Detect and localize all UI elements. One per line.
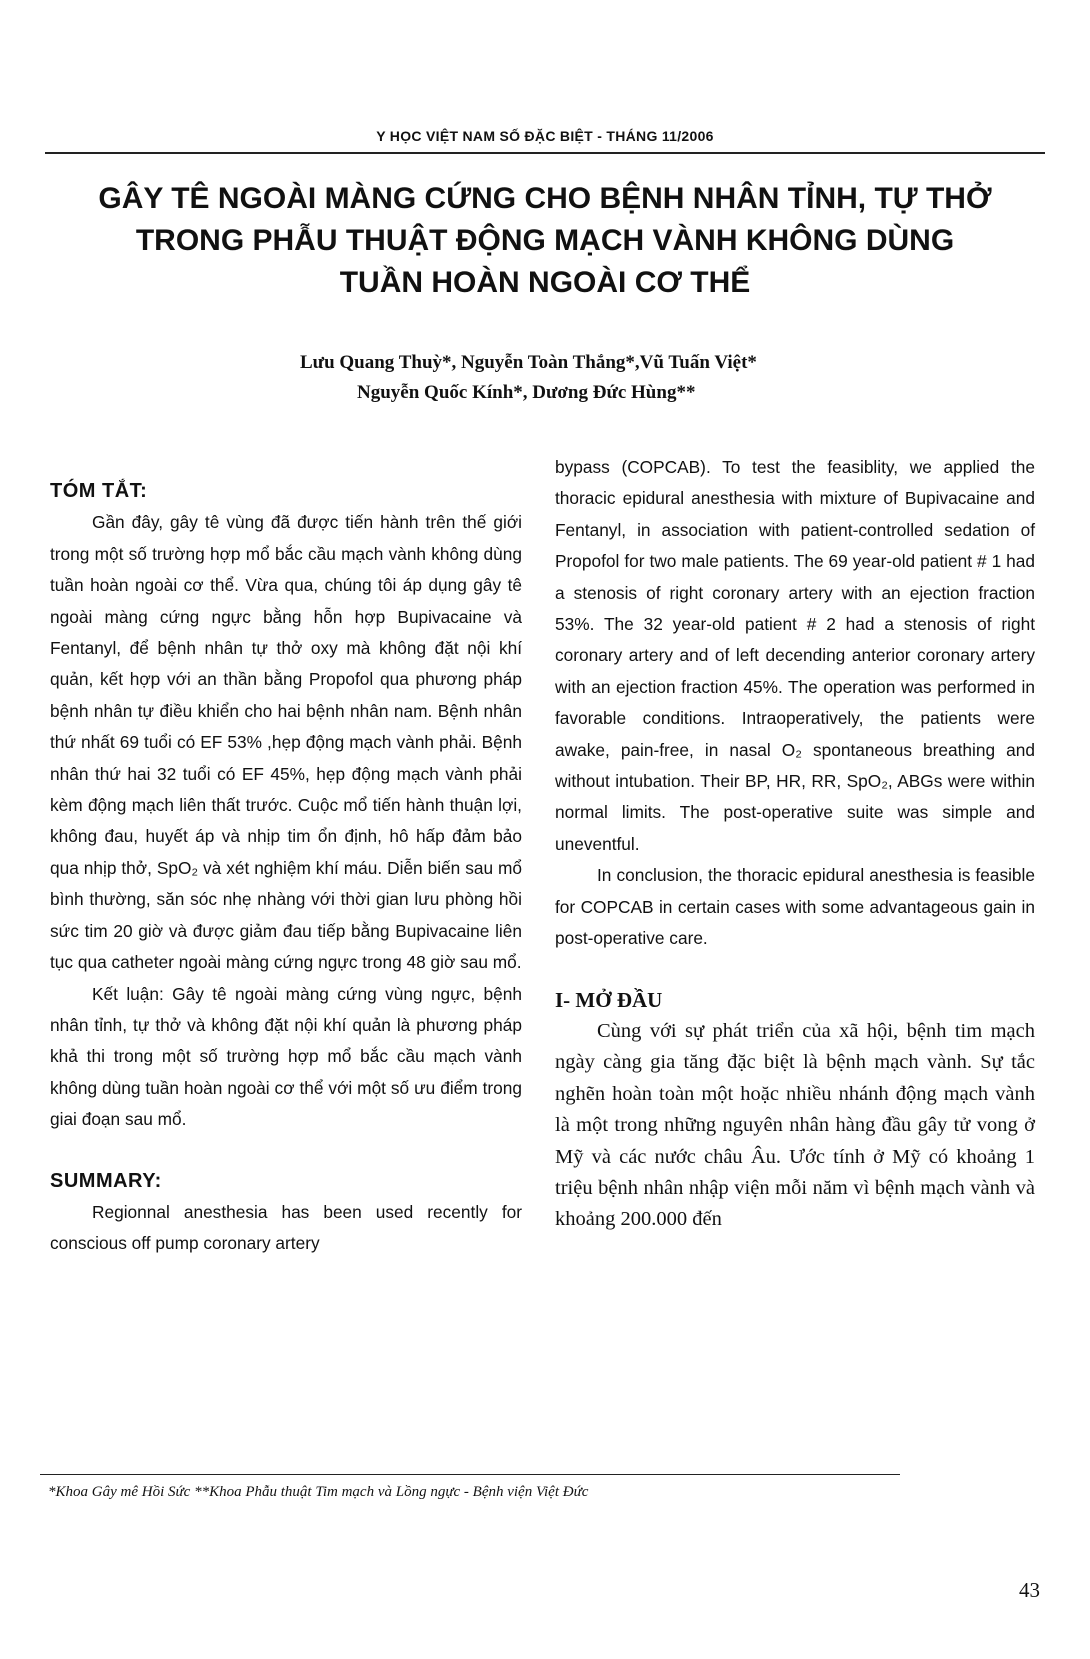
author-list [300, 348, 1020, 408]
title-line: GÂY TÊ NGOÀI MÀNG CỨNG CHO BỆNH NHÂN TỈNH, TỰ THỞ [98, 182, 992, 215]
author-line: Nguyễn Quốc Kính*, Dương Đức Hùng** [357, 382, 696, 403]
page-number: 43 [1019, 1578, 1040, 1602]
running-head: Y HỌC VIỆT NAM SỐ ĐẶC BIỆT - THÁNG 11/2006 [376, 128, 714, 144]
abstract-vi-paragraph: Gần đây, gây tê vùng đã được tiến hành trên thế giới trong một số trường hợp mổ bắc cầu mạch vành không dùng tuần hoàn ngoài cơ thể. Vừa qua, chúng tôi áp dụng gây tê ngoài màng cứng ngực bằng hỗn hợp Bupivacaine và Fentanyl, để bệnh nhân tự thở oxy mà không đặt nội khí quản, kết hợp với an thần bằng Propofol qua phương pháp bệnh nhân tự điều khiển cho hai bệnh nhân nam. Bệnh nhân thứ nhất 69 tuổi có EF 53% ,hẹp động mạch vành phải. Bệnh nhân thứ hai 32 tuổi có EF 45%, hẹp động mạch vành phải kèm động mạch liên thất trước. Cuộc mổ tiến hành thuận lợi, không đau, huyết áp và nhịp tim ổn định, hô hấp đảm bảo qua nhịp thở, SpO₂ và xét nghiệm khí máu. Diễn biến sau mổ bình thường, săn sóc nhẹ nhàng với thời gian lưu phòng hồi sức tim 20 giờ và được giảm đau tiếp bằng Bupivacaine liên tục qua catheter ngoài màng cứng ngực trong 48 giờ sau mổ. [50, 512, 522, 973]
title-line: TRONG PHẪU THUẬT ĐỘNG MẠCH VÀNH KHÔNG DÙNG [135, 224, 955, 257]
article-title [60, 178, 1030, 304]
abstract-vi-heading: TÓM TẮT: [50, 480, 148, 502]
right-column [555, 452, 1035, 1236]
title-line: TUẦN HOÀN NGOÀI CƠ THỂ [339, 266, 751, 299]
abstract-vi-conclusion: Kết luận: Gây tê ngoài màng cứng vùng ngực, bệnh nhân tỉnh, tự thở và không đặt nội khí quản là phương pháp khả thi trong một số trường hợp mổ bắc cầu mạch vành không dùng tuần hoàn ngoài cơ thể với một số ưu điểm trong giai đoạn sau mổ. [50, 983, 522, 1130]
intro-paragraph: Cùng với sự phát triển của xã hội, bệnh tim mạch ngày càng gia tăng đặc biệt là bệnh mạch vành. Sự tắc nghẽn hoàn toàn một hoặc nhiều nhánh động mạch vành là một trong những nguyên nhân hàng đầu gây tử vong ở Mỹ và các nước châu Âu. Ước tính ở Mỹ có khoảng 1 triệu bệnh nhân nhập viện mỗi năm vì bệnh mạch vành và khoảng 200.000 đến [555, 1019, 1035, 1231]
header-rule [45, 152, 1045, 154]
summary-paragraph-continued: bypass (COPCAB). To test the feasiblity, we applied the thoracic epidural anesthesia with mixture of Bupivacaine and Fentanyl, in association with patient-controlled sedation of Propofol for two male patients. The 69 year-old patient # 1 had a stenosis of right coronary artery with an ejection fraction 53%. The 32 year-old patient # 2 had a stenosis of right coronary artery and of left decending anterior coronary artery with an ejection fraction 45%. The operation was performed in favorable conditions. Intraoperatively, the patients were awake, pain-free, in nasal O₂ spontaneous breathing and without intubation. Their BP, HR, RR, SpO₂, ABGs were within normal limits. The post-operative suite was simple and uneventful. [555, 457, 1035, 854]
left-column [50, 476, 522, 1260]
summary-heading: SUMMARY: [50, 1169, 162, 1192]
intro-heading: I- MỞ ĐẦU [555, 987, 663, 1012]
summary-paragraph-start: Regionnal anesthesia has been used recently for conscious off pump coronary artery [50, 1201, 522, 1254]
footnote-rule [40, 1474, 900, 1475]
affiliation-footnote: *Khoa Gây mê Hồi Sức **Khoa Phẫu thuật Tim mạch và Lồng ngực - Bệnh viện Việt Đức [48, 1484, 589, 1500]
author-line: Lưu Quang Thuỳ*, Nguyễn Toàn Thắng*,Vũ Tuấn Việt* [300, 352, 757, 373]
summary-conclusion: In conclusion, the thoracic epidural anesthesia is feasible for COPCAB in certain cases with some advantageous gain in post-operative care. [555, 865, 1035, 949]
